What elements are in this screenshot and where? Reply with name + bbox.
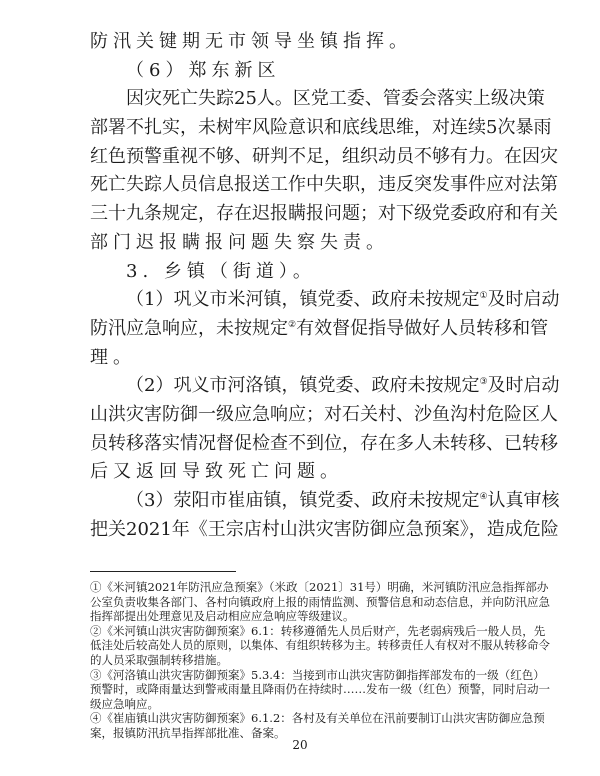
footnote-line-text: ②《米河镇山洪灾害防御预案》6.1：转移遵循先人员后财产，先老弱病残后一般人员，先 xyxy=(90,623,546,638)
body-line xyxy=(90,229,508,258)
footnote-line-text: 低洼处后较高处人员的原则，以集体、有组织转移为主。转移责任人有权对不服从转移命令 xyxy=(90,638,550,653)
footnotes xyxy=(90,580,550,741)
body-line xyxy=(90,516,559,545)
body-line xyxy=(90,258,508,287)
body-line-text: 山洪灾害防御一级应急响应；对石关村、沙鱼沟村危险区人 xyxy=(90,403,558,425)
body-line xyxy=(90,344,508,373)
footnote-line xyxy=(90,623,546,639)
body-line-text: （6）郑东新区 xyxy=(126,59,281,81)
body-line xyxy=(90,372,560,401)
body-line xyxy=(90,85,545,114)
body-line-text: 后又返回导致死亡问题。 xyxy=(90,461,343,483)
body-line-text: 死亡失踪人员信息报送工作中失职，违反突发事件应对法第 xyxy=(90,174,558,196)
body-line-text: （2）巩义市河洛镇，镇党委、政府未按规定 xyxy=(126,375,480,397)
body-line-text: 及时启动 xyxy=(487,375,560,397)
body-line-text: 3. 乡镇（街道）。 xyxy=(126,260,316,282)
footnote-divider xyxy=(90,571,236,572)
footnote-line-text: ④《崔庙镇山洪灾害防御预案》6.1.2：各村及有关单位在汛前要制订山洪灾害防御应急预 xyxy=(90,711,545,726)
body-line-text: 及时启动 xyxy=(487,289,560,311)
footnote-line xyxy=(90,638,550,653)
footnote-line xyxy=(90,682,550,697)
body-line-text: 认真审核 xyxy=(487,490,560,511)
body-line-text: （3）荥阳市崔庙镇，镇党委、政府未按规定 xyxy=(126,490,480,511)
footnote-line xyxy=(90,697,508,712)
footnote-line-text: 指挥部提出处理意见及启动相应应急响应等级建议。 xyxy=(90,609,355,624)
body-line-text: 有效督促指导做好人员转移和管 xyxy=(296,317,549,339)
body-line-text: 防汛应急响应，未按规定 xyxy=(90,317,288,339)
body-line xyxy=(90,143,558,172)
body-line-text: （1）巩义市米河镇，镇党委、政府未按规定 xyxy=(126,289,480,311)
body-line xyxy=(90,114,552,143)
footnote-line-text: 公室负责收集各部门、各村向镇政府上报的雨情监测、预警信息和动态信息，并向防汛应急 xyxy=(90,594,550,609)
body-line xyxy=(90,200,558,229)
body-line xyxy=(90,430,558,459)
body-line-text: 因灾死亡失踪25人。区党工委、管委会落实上级决策 xyxy=(126,88,545,110)
footnote-line-text: 级应急响应。 xyxy=(90,696,159,711)
body-line-text: 三十九条规定，存在迟报瞒报问题；对下级党委政府和有关 xyxy=(90,203,558,225)
body-line-text: 部门迟报瞒报问题失察失责。 xyxy=(90,231,389,253)
body-line xyxy=(90,315,549,344)
footnote-line-text: ③《河洛镇山洪灾害防御预案》5.3.4：当接到市山洪灾害防御指挥部发布的一级（红色） xyxy=(90,667,545,682)
body-line-text: 员转移落实情况督促检查不到位，存在多人未转移、已转移 xyxy=(90,432,558,454)
footnote-line xyxy=(90,667,545,683)
footnote-ref: ② xyxy=(288,319,297,330)
footnote-line-text: ①《米河镇2021年防汛应急预案》（米政〔2021〕31号）明确，米河镇防汛应急指挥部办 xyxy=(90,580,549,594)
body-line-text: 部署不扎实，未树牢风险意识和底线思维，对连续5次暴雨 xyxy=(90,117,552,139)
footnote-line-text: 案，报镇防汛抗旱指挥部批准、备案。 xyxy=(90,725,286,740)
footnote-ref: ① xyxy=(479,291,488,302)
body-line xyxy=(90,458,508,487)
footnote-line xyxy=(90,594,550,610)
footnote-line xyxy=(90,609,508,624)
body-line-text: 防汛关键期无市领导坐镇指挥。 xyxy=(90,31,412,52)
footnote-line-text: 的人员采取强制转移措施。 xyxy=(90,652,228,667)
footnote-line xyxy=(90,580,549,595)
body-line-text: 红色预警重视不够、研判不足，组织动员不够有力。在因灾 xyxy=(90,145,558,167)
body-line xyxy=(90,487,560,516)
body-line-text: 理。 xyxy=(90,346,136,368)
footnote-line xyxy=(90,711,545,726)
body-line xyxy=(90,401,558,430)
footnote-ref: ④ xyxy=(479,492,488,502)
footnote-line-text: 预警时，或降雨量达到警戒雨量且降雨仍在持续时……发布一级（红色）预警，同时启动一 xyxy=(90,682,550,697)
body-line xyxy=(90,57,508,86)
body-line xyxy=(90,28,508,57)
page-number: 20 xyxy=(292,738,308,752)
body-line-text: 把关2021年《王宗店村山洪灾害防御应急预案》，造成危险 xyxy=(90,518,559,540)
body-text xyxy=(90,28,560,544)
body-line xyxy=(90,286,560,315)
body-line xyxy=(90,171,558,200)
footnote-ref: ③ xyxy=(479,377,488,388)
footnote-line xyxy=(90,653,508,668)
